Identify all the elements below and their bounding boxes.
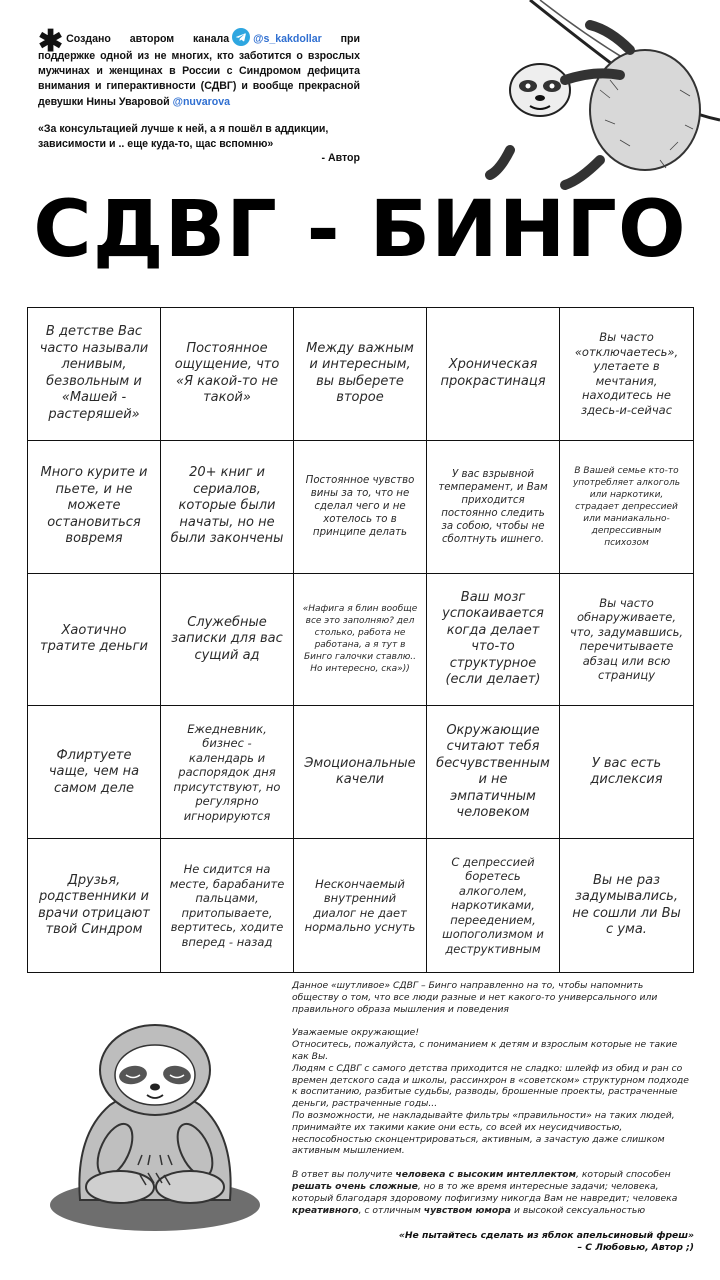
telegram-icon (232, 28, 250, 46)
bingo-cell[interactable]: Служебные записки для вас сущий ад (161, 574, 294, 707)
bingo-cell[interactable]: Много курите и пьете, и не можете остановиться вовремя (28, 441, 161, 574)
asterisk-icon: ✱ (38, 25, 64, 58)
bingo-cell[interactable]: Хаотично тратите деньги (28, 574, 161, 707)
bingo-cell[interactable]: Хроническая прокрастинаця (427, 308, 560, 441)
bingo-cell[interactable]: Вы часто «отключаетесь», улетаете в мечтания, находитесь не здесь-и-сейчас (560, 308, 693, 441)
explanation-p3: Относитесь, пожалуйста, с пониманием к детям и взрослым которые не такие как Вы. (292, 1039, 678, 1062)
quote-author: - Автор (321, 152, 360, 164)
bingo-cell[interactable]: Вы часто обнаруживаете, что, задумавшись, перечитываете абзац или всю страницу (560, 574, 693, 707)
bingo-cell[interactable]: Постоянное чувство вины за то, что не сделал чего и не хотелось то в принципе делать (294, 441, 427, 574)
bingo-cell[interactable]: Окружающие считают тебя бесчувственным и не эмпатичным человеком (427, 706, 560, 839)
bingo-cell[interactable]: В Вашей семье кто-то употребляет алкоголь или наркотики, страдает депрессией или маниакально-депрессивным психозом (560, 441, 693, 574)
explanation-p1: Данное «шутливое» СДВГ – Бинго направленно на то, чтобы напомнить обществу о том, что все люди разные и нет какого-то универсального или правильного образа мышления и поведения (292, 980, 658, 1015)
closing-quote-line2: – С Любовью, Автор ;) (577, 1242, 694, 1253)
bingo-cell[interactable]: «Нафига я блин вообще все это заполняю? дел столько, работа не работана, а я тут в Бинго галочки ставлю.. Но интересно, ска»)) (294, 574, 427, 707)
bingo-cell[interactable]: Вы не раз задумывались, не сошли ли Вы с ума. (572, 872, 681, 938)
intro-text (38, 25, 360, 110)
explanation-p2: Уважаемые окружающие! (292, 1027, 420, 1039)
bingo-cell[interactable]: 20+ книг и сериалов, которые были начаты, но не были закончены (161, 441, 294, 574)
closing-quote-line1: «Не пытайтесь сделать из яблок апельсиновый фреш» (398, 1230, 694, 1241)
explanation-text (292, 980, 692, 1216)
bingo-cell[interactable]: В детстве Вас часто называли ленивым, безвольным и «Машей - растеряшей» (28, 308, 161, 441)
explanation-p4: Людям с СДВГ с самого детства приходится не сладко: шлейф из обид и ран со времен детского сада и школы, рассинхрон в «советском» структурном подходе к воспитанию, разбитые судьбы, разводы, брошенные проекты, растраченные деньги, растраченные годы... (292, 1062, 689, 1110)
bingo-cell[interactable]: С депрессией боретесь алкоголем, наркотиками, переедением, шопоголизмом и деструктивным (427, 839, 560, 972)
intro-part1: Создано автором канала (66, 33, 230, 45)
bingo-cell[interactable]: У вас взрывной темперамент, и Вам приходится постоянно следить за собою, чтобы не сболтнуть ишнего. (427, 441, 560, 574)
bingo-cell[interactable]: Ваш мозг успокаивается когда делает что-то структурное (если делает) (427, 574, 560, 707)
closing-quote (292, 1230, 694, 1254)
bingo-cell[interactable]: Друзья, родственники и врачи отрицают твой Синдром (28, 839, 161, 972)
bingo-grid (27, 307, 694, 973)
bingo-cell[interactable]: Эмоциональные качели (294, 706, 427, 839)
meditating-sloth-illustration (40, 1015, 290, 1235)
author-quote: «За консультацией лучше к ней, а я пошёл в аддикции, зависимости и .. еще куда-то, щас вспомню» (38, 123, 329, 151)
bingo-cell[interactable]: Ежедневник, бизнес - календарь и распорядок дня присутствуют, но регулярно игнорируются (161, 706, 294, 839)
intro-part2: при поддержке одной из не многих, кто заботится о взрослых мужчинах и женщинах в России с Синдромом дефицита внимания и гиперактивности (СДВГ) и вообще прекрасной девушки Нины Уваровой (38, 33, 360, 108)
nina-link[interactable]: @nuvarova (172, 95, 231, 108)
bingo-cell[interactable]: Не сидится на месте, барабаните пальцами, притопываете, вертитесь, ходите вперед - назад (161, 839, 294, 972)
bingo-cell[interactable]: Флиртуете чаще, чем на самом деле (28, 706, 161, 839)
bingo-cell[interactable]: Постоянное ощущение, что «Я какой-то не такой» (161, 308, 294, 441)
page-title: СДВГ - БИНГО (33, 185, 687, 275)
hanging-sloth-illustration (470, 0, 720, 200)
explanation-p6: В ответ вы получите человека с высоким интеллектом, который способен решать очень сложные, но в то же время интересные задачи; человека, который благодаря здоровому пофигизму никогда Вам не навредит; человека креативного, с отличным чувством юмора и высокой сексуальностью (292, 1169, 678, 1216)
channel-link[interactable]: @s_kakdollar (253, 33, 322, 45)
bingo-cell[interactable]: У вас есть дислексия (560, 706, 693, 839)
bingo-cell[interactable]: Между важным и интересным, вы выберете второе (294, 308, 427, 441)
explanation-p5: По возможности, не накладывайте фильтры «правильности» на таких людей, принимайте их такими какие они есть, со всей их неусидчивостью, неспособностью сконцентрироваться, активным, а зачастую даже слишком активным мышлением. (292, 1109, 675, 1157)
bingo-cell[interactable]: Нескончаемый внутренний диалог не дает нормально уснуть (294, 839, 427, 972)
